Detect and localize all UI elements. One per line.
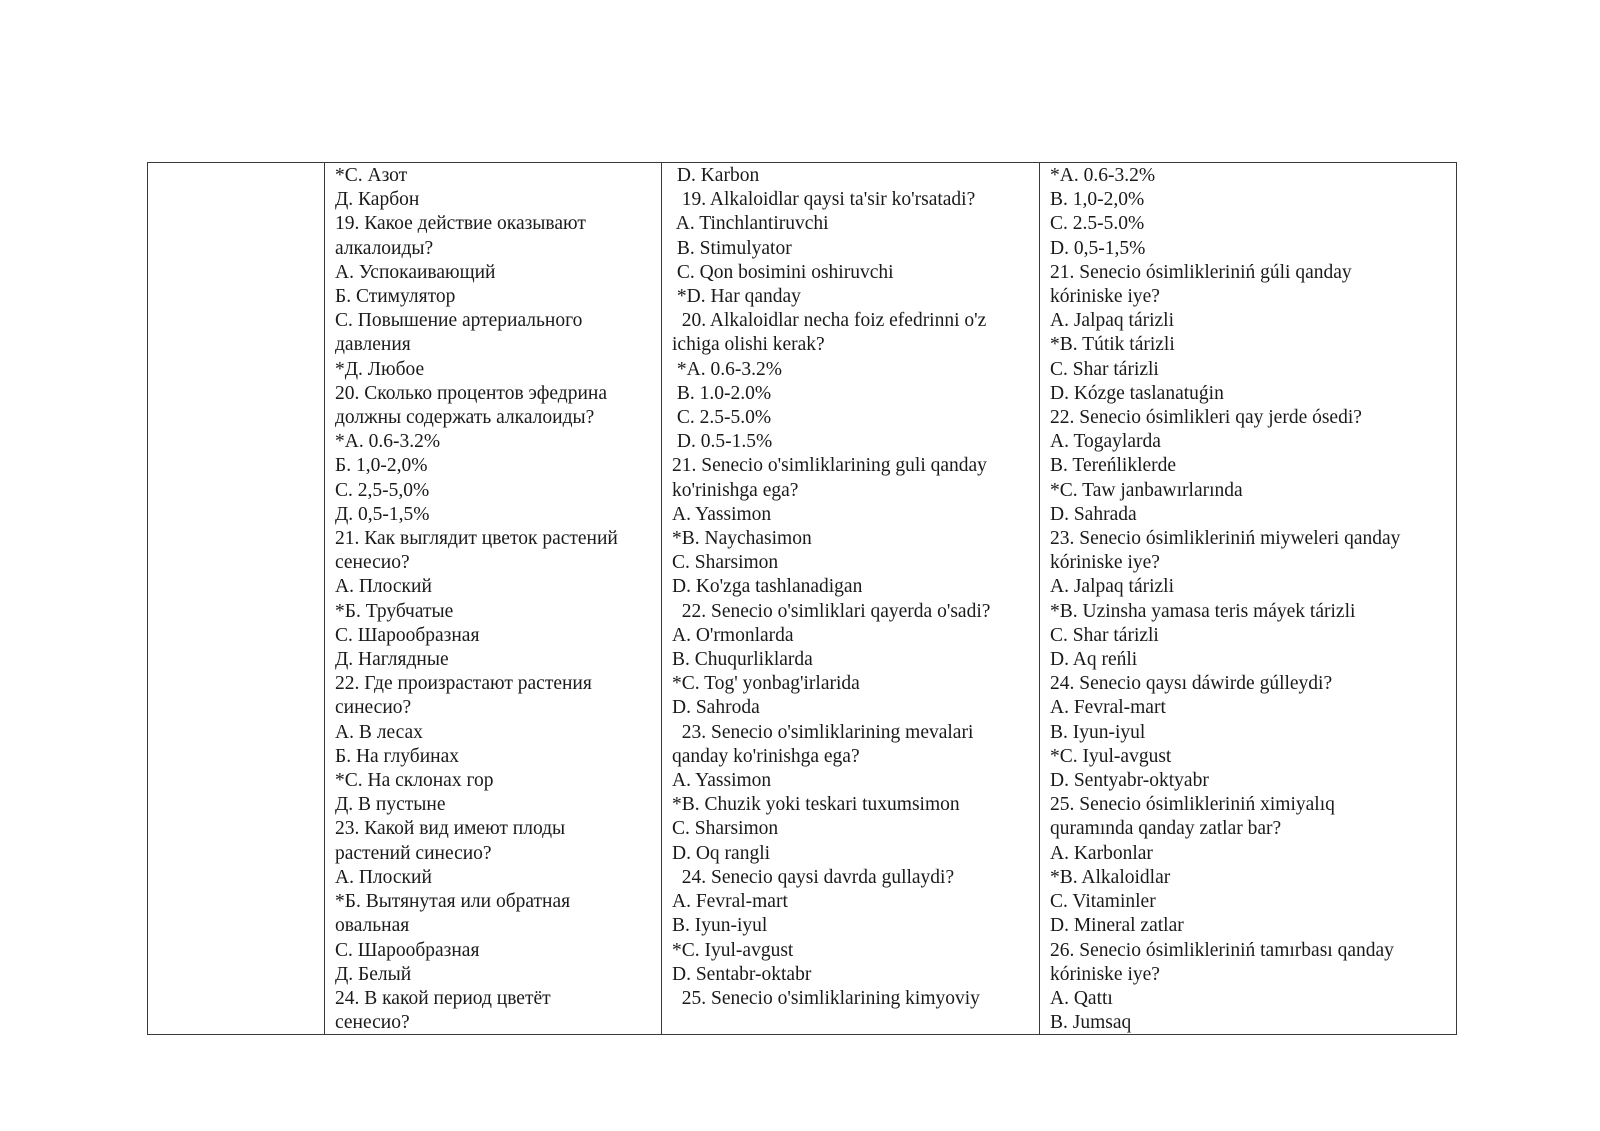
karakalpak-column-line: D. Sentyabr-oktyabr (1050, 770, 1209, 792)
uzbek-column-line: C. 2.5-5.0% (672, 407, 772, 429)
karakalpak-column-line: C. Shar tárizli (1050, 358, 1159, 380)
uzbek-column-line: 20. Alkaloidlar necha foiz efedrinni o'z (672, 310, 987, 332)
uzbek-column-line: 23. Senecio o'simliklarining mevalari (672, 721, 974, 743)
russian-column-line: 24. В какой период цветёт (335, 987, 551, 1009)
uzbek-column-line: C. Sharsimon (672, 552, 779, 574)
russian-column-line: давления (335, 334, 411, 356)
karakalpak-column-line: 22. Senecio ósimlikleri qay jerde ósedi? (1050, 407, 1362, 429)
russian-column-line: *Д. Любое (335, 358, 425, 380)
karakalpak-column-line: D. Mineral zatlar (1050, 915, 1184, 937)
russian-column-line: 19. Какое действие оказывают (335, 213, 586, 235)
karakalpak-column-line: kóriniske iye? (1050, 963, 1160, 985)
quiz-table (147, 162, 1457, 1035)
karakalpak-column-line: D. Kózge taslanatuǵin (1050, 382, 1224, 404)
karakalpak-column-line: 25. Senecio ósimlikleriniń ximiyalıq (1050, 794, 1335, 816)
russian-column-line: *Б. Вытянутая или обратная (335, 891, 571, 913)
karakalpak-column-line: C. Vitaminler (1050, 891, 1156, 913)
russian-column-line: *С. На склонах гор (335, 770, 494, 792)
uzbek-column-line: *A. 0.6-3.2% (672, 358, 782, 380)
karakalpak-column-line: B. Tereńliklerde (1050, 455, 1177, 477)
russian-column-line: Д. Карбон (335, 189, 420, 211)
uzbek-column-line: A. Fevral-mart (672, 891, 788, 913)
russian-column-line: должны содержать алкалоиды? (335, 407, 595, 429)
uzbek-column-line: 21. Senecio o'simliklarining guli qanday (672, 455, 987, 477)
uzbek-column-line: D. Sentabr-oktabr (672, 963, 812, 985)
karakalpak-column-line: quramında qanday zatlar bar? (1050, 818, 1282, 840)
karakalpak-column-line: *C. Iyul-avgust (1050, 745, 1172, 767)
karakalpak-column-line: 26. Senecio ósimlikleriniń tamırbası qanday (1050, 939, 1394, 961)
russian-column-line: 21. Как выглядит цветок растений (335, 528, 618, 550)
karakalpak-column-line: A. Karbonlar (1050, 842, 1153, 864)
uzbek-column-line: B. Iyun-iyul (672, 915, 768, 937)
russian-column-line: сенесио? (335, 1012, 410, 1034)
uzbek-column-line: A. Yassimon (672, 503, 772, 525)
karakalpak-column-line: C. 2.5-5.0% (1050, 213, 1145, 235)
uzbek-column-line: D. Sahroda (672, 697, 760, 719)
uzbek-column-line: C. Sharsimon (672, 818, 779, 840)
karakalpak-column-line: A. Jalpaq tárizli (1050, 310, 1174, 332)
russian-column-line: С. 2,5-5,0% (335, 479, 430, 501)
empty-column (148, 163, 324, 1034)
russian-column-line: Б. 1,0-2,0% (335, 455, 428, 477)
russian-column-line: С. Шарообразная (335, 624, 480, 646)
russian-column-line: 23. Какой вид имеют плоды (335, 818, 566, 840)
karakalpak-column-line: A. Qattı (1050, 987, 1113, 1009)
uzbek-column-line: C. Qon bosimini oshiruvchi (672, 261, 894, 283)
uzbek-column-line: 25. Senecio o'simliklarining kimyoviy (672, 987, 980, 1009)
uzbek-column-line: ichiga olishi kerak? (672, 334, 825, 356)
karakalpak-column-line: A. Fevral-mart (1050, 697, 1166, 719)
russian-column-line: *А. 0.6-3.2% (335, 431, 441, 453)
russian-column-line: сенесио? (335, 552, 410, 574)
uzbek-column (661, 163, 1039, 1034)
uzbek-column-line: *D. Har qanday (672, 286, 801, 308)
russian-column-line: синесио? (335, 697, 412, 719)
russian-column-line: А. Плоский (335, 576, 432, 598)
karakalpak-column-line: C. Shar tárizli (1050, 624, 1159, 646)
russian-column (324, 163, 661, 1034)
uzbek-column-line: *B. Chuzik yoki teskari tuxumsimon (672, 794, 960, 816)
karakalpak-column (1039, 163, 1456, 1034)
uzbek-column-line: 22. Senecio o'simliklari qayerda o'sadi? (672, 600, 991, 622)
uzbek-column-line: D. 0.5-1.5% (672, 431, 773, 453)
karakalpak-column-line: B. 1,0-2,0% (1050, 189, 1145, 211)
russian-column-line: *С. Азот (335, 165, 408, 186)
uzbek-column-line: A. Yassimon (672, 770, 772, 792)
karakalpak-column-line: A. Togaylarda (1050, 431, 1161, 453)
uzbek-column-line: B. Chuqurliklarda (672, 649, 813, 671)
russian-column-line: С. Повышение артериального (335, 310, 583, 332)
karakalpak-column-line: 24. Senecio qaysı dáwirde gúlleydi? (1050, 673, 1333, 695)
karakalpak-column-line: D. 0,5-1,5% (1050, 237, 1146, 259)
uzbek-column-line: *C. Iyul-avgust (672, 939, 794, 961)
karakalpak-column-line: *B. Uzinsha yamasa teris máyek tárizli (1050, 600, 1356, 622)
russian-column-line: А. Успокаивающий (335, 261, 496, 283)
karakalpak-column-line: A. Jalpaq tárizli (1050, 576, 1174, 598)
uzbek-column-line: 19. Alkaloidlar qaysi ta'sir ko'rsatadi? (672, 189, 976, 211)
russian-column-line: С. Шарообразная (335, 939, 480, 961)
karakalpak-column-line: D. Sahrada (1050, 503, 1137, 525)
karakalpak-column-line: 23. Senecio ósimlikleriniń miyweleri qanday (1050, 528, 1401, 550)
uzbek-column-line: B. 1.0-2.0% (672, 382, 772, 404)
uzbek-column-line: ko'rinishga ega? (672, 479, 799, 501)
uzbek-column-line: A. Tinchlantiruvchi (672, 213, 829, 235)
russian-column-line: Д. Наглядные (335, 649, 449, 671)
russian-column-line: растений синесио? (335, 842, 492, 864)
uzbek-column-line: *B. Naychasimon (672, 528, 812, 550)
russian-column-line: Д. Белый (335, 963, 412, 985)
karakalpak-column-line: 21. Senecio ósimlikleriniń gúli qanday (1050, 261, 1352, 283)
russian-column-line: 20. Сколько процентов эфедрина (335, 382, 608, 404)
russian-column-line: *Б. Трубчатые (335, 600, 454, 622)
karakalpak-column-line: B. Iyun-iyul (1050, 721, 1146, 743)
uzbek-column-line: *C. Tog' yonbag'irlarida (672, 673, 860, 695)
karakalpak-column-line: D. Aq reńli (1050, 649, 1138, 671)
russian-column-line: Д. 0,5-1,5% (335, 503, 430, 525)
uzbek-column-line: B. Stimulyator (672, 237, 792, 259)
russian-column-line: А. Плоский (335, 866, 432, 888)
karakalpak-column-line: *B. Tútik tárizli (1050, 334, 1175, 356)
russian-column-line: алкалоиды? (335, 237, 434, 259)
russian-column-line: Д. В пустыне (335, 794, 446, 816)
uzbek-column-line: D. Ko'zga tashlanadigan (672, 576, 863, 598)
uzbek-column-line: 24. Senecio qaysi davrda gullaydi? (672, 866, 955, 888)
russian-column-line: овальная (335, 915, 410, 937)
uzbek-column-line: D. Oq rangli (672, 842, 771, 864)
uzbek-column-line: qanday ko'rinishga ega? (672, 745, 860, 767)
karakalpak-column-line: B. Jumsaq (1050, 1012, 1132, 1034)
karakalpak-column-line: *C. Taw janbawırlarında (1050, 479, 1243, 501)
karakalpak-column-line: *A. 0.6-3.2% (1050, 165, 1156, 186)
karakalpak-column-line: kóriniske iye? (1050, 552, 1160, 574)
russian-column-line: Б. Стимулятор (335, 286, 456, 308)
uzbek-column-line: D. Karbon (672, 165, 760, 186)
uzbek-column-line: A. O'rmonlarda (672, 624, 794, 646)
russian-column-line: А. В лесах (335, 721, 423, 743)
karakalpak-column-line: *B. Alkaloidlar (1050, 866, 1171, 888)
russian-column-line: Б. На глубинах (335, 745, 459, 767)
russian-column-line: 22. Где произрастают растения (335, 673, 592, 695)
karakalpak-column-line: kóriniske iye? (1050, 286, 1160, 308)
